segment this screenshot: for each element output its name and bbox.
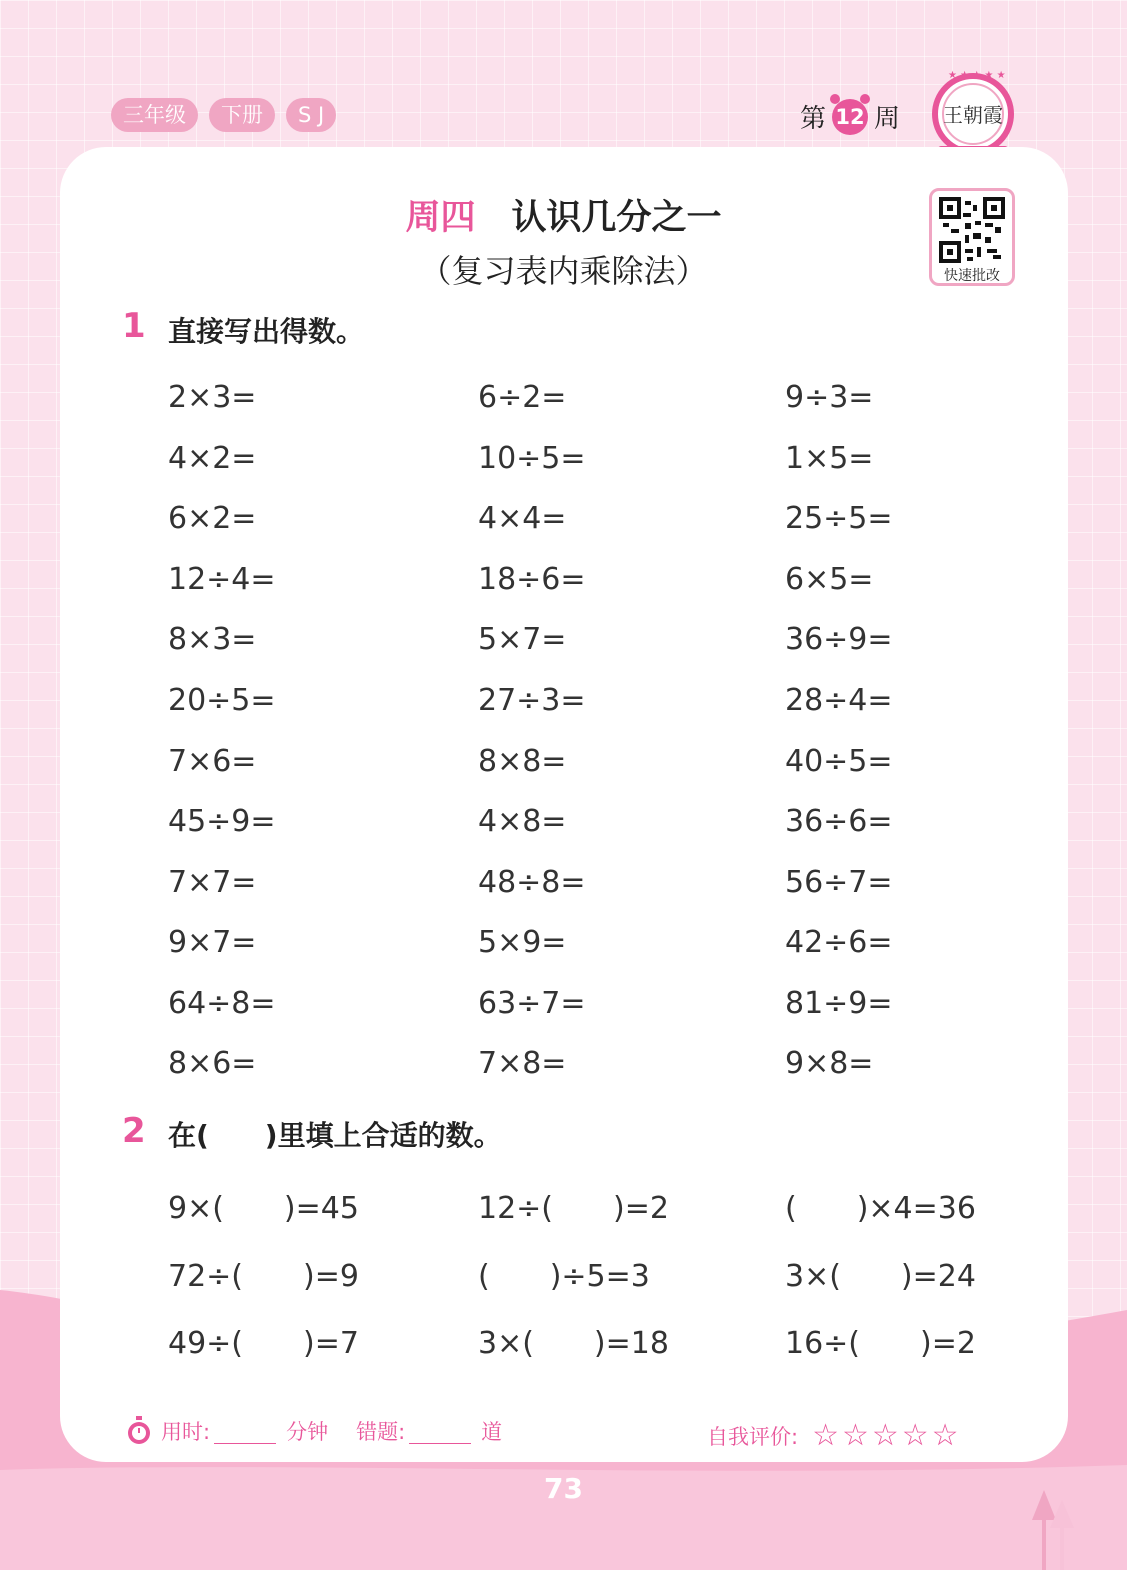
title-main: 认识几分之一 xyxy=(511,198,722,238)
problem: 48÷8= xyxy=(478,865,586,900)
problem: 28÷4= xyxy=(785,683,893,718)
problem: 64÷8= xyxy=(168,986,276,1021)
qr-code-box[interactable] xyxy=(929,188,1015,286)
problem: 27÷3= xyxy=(478,683,586,718)
section-2-number: 2 xyxy=(122,1111,146,1151)
problem: 63÷7= xyxy=(478,986,586,1021)
fill-blank-problem[interactable]: 3×( )=18 xyxy=(478,1326,669,1361)
problem: 6×5= xyxy=(785,562,874,597)
week-prefix: 第 xyxy=(800,104,827,134)
page-subtitle: （复习表内乘除法） xyxy=(419,252,708,290)
problem: 8×3= xyxy=(168,622,257,657)
problem: 7×6= xyxy=(168,744,257,779)
week-number-badge: 12 xyxy=(832,99,868,135)
qr-label: 快速批改 xyxy=(944,268,1000,284)
problem: 4×2= xyxy=(168,441,257,476)
section-1-number: 1 xyxy=(122,306,146,346)
title-day: 周四 xyxy=(405,198,476,238)
problem: 9×7= xyxy=(168,925,257,960)
problem: 42÷6= xyxy=(785,925,893,960)
fill-blank-problem[interactable]: 9×( )=45 xyxy=(168,1191,359,1226)
fill-blank-problem[interactable]: 3×( )=24 xyxy=(785,1259,976,1294)
problem: 5×7= xyxy=(478,622,567,657)
fill-blank-problem[interactable]: 72÷( )=9 xyxy=(168,1259,359,1294)
time-blank[interactable] xyxy=(214,1419,276,1444)
problem: 56÷7= xyxy=(785,865,893,900)
problem: 81÷9= xyxy=(785,986,893,1021)
fill-blank-problem[interactable]: ( )×4=36 xyxy=(785,1191,976,1226)
week-indicator xyxy=(800,98,900,135)
section-2-title: 在( )里填上合适的数。 xyxy=(168,1119,502,1152)
problem: 45÷9= xyxy=(168,804,276,839)
problem: 7×8= xyxy=(478,1046,567,1081)
time-unit: 分钟 xyxy=(286,1420,329,1444)
problem: 6×2= xyxy=(168,501,257,536)
errors-label: 错题: xyxy=(356,1420,406,1444)
problem: 4×8= xyxy=(478,804,567,839)
fill-blank-problem[interactable]: ( )÷5=3 xyxy=(478,1259,650,1294)
fill-blank-problem[interactable]: 12÷( )=2 xyxy=(478,1191,669,1226)
stopwatch-icon xyxy=(125,1416,153,1446)
problem: 36÷6= xyxy=(785,804,893,839)
edition-tag: S J xyxy=(286,98,336,132)
rating-label: 自我评价: xyxy=(707,1424,799,1449)
problem: 2×3= xyxy=(168,380,257,415)
problem: 4×4= xyxy=(478,501,567,536)
problem: 25÷5= xyxy=(785,501,893,536)
problem: 7×7= xyxy=(168,865,257,900)
grade-tags xyxy=(111,98,336,132)
fill-blank-problem[interactable]: 49÷( )=7 xyxy=(168,1326,359,1361)
problem: 8×8= xyxy=(478,744,567,779)
seal-text: 王朝霞 xyxy=(943,103,1003,127)
problem: 12÷4= xyxy=(168,562,276,597)
qr-code-icon xyxy=(939,197,1005,263)
problem: 9×8= xyxy=(785,1046,874,1081)
errors-unit: 道 xyxy=(481,1420,503,1444)
page-number: 73 xyxy=(544,1472,583,1505)
week-suffix: 周 xyxy=(874,104,901,134)
arrows-decoration-icon xyxy=(1030,1490,1078,1570)
svg-text:★ ★ ★ ★ ★: ★ ★ ★ ★ ★ xyxy=(948,70,1006,81)
section-1-title: 直接写出得数。 xyxy=(168,315,365,348)
rating-stars[interactable]: ☆☆☆☆☆ xyxy=(812,1418,962,1453)
volume-tag: 下册 xyxy=(209,98,275,132)
fill-blank-problem[interactable]: 16÷( )=2 xyxy=(785,1326,976,1361)
problem: 18÷6= xyxy=(478,562,586,597)
self-rating xyxy=(707,1418,962,1453)
time-label: 用时: xyxy=(161,1420,211,1444)
problem: 10÷5= xyxy=(478,441,586,476)
grade-tag: 三年级 xyxy=(111,98,198,132)
problem: 20÷5= xyxy=(168,683,276,718)
problem: 8×6= xyxy=(168,1046,257,1081)
problem: 6÷2= xyxy=(478,380,567,415)
footer-stats xyxy=(125,1416,502,1446)
problem: 40÷5= xyxy=(785,744,893,779)
problem: 36÷9= xyxy=(785,622,893,657)
errors-blank[interactable] xyxy=(409,1419,471,1444)
problem: 5×9= xyxy=(478,925,567,960)
problem: 1×5= xyxy=(785,441,874,476)
problem: 9÷3= xyxy=(785,380,874,415)
